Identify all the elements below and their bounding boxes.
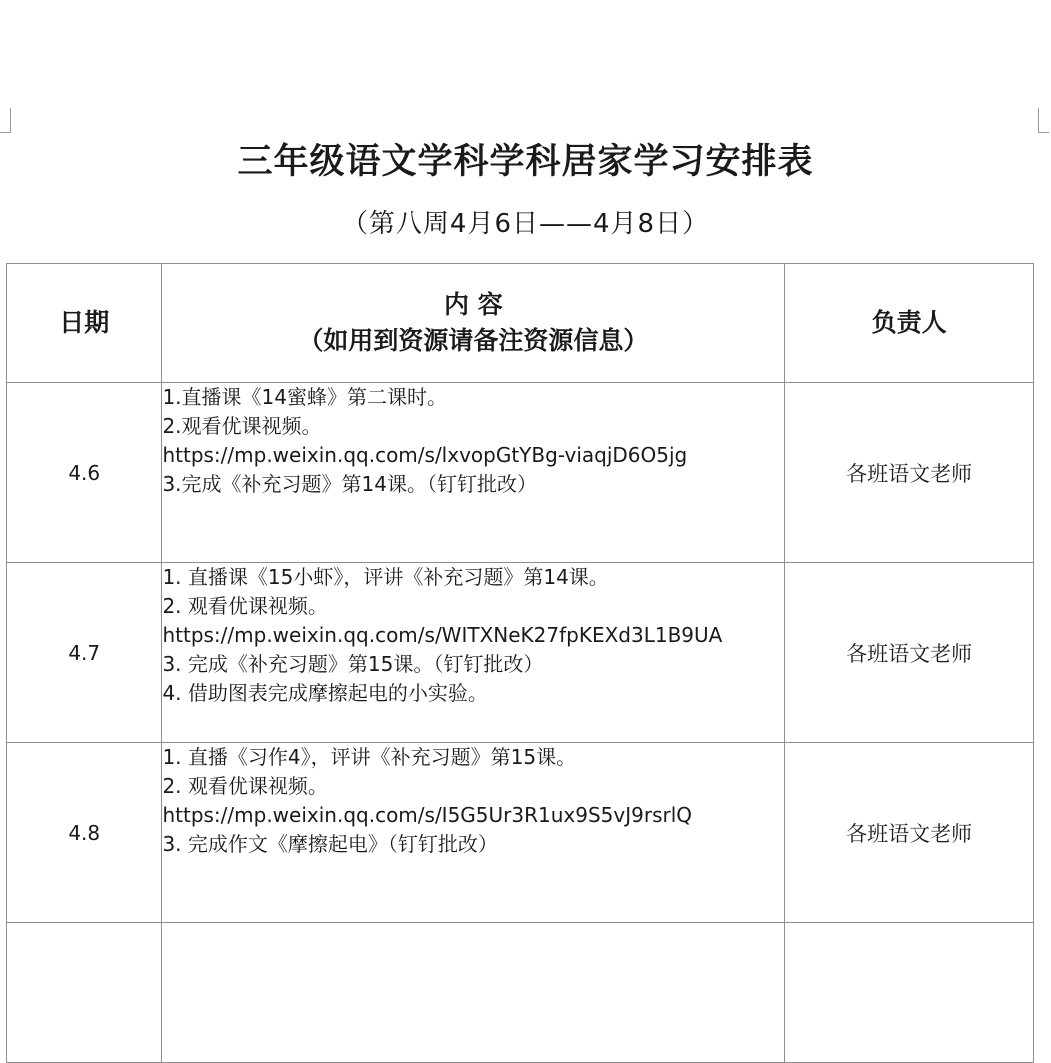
header-content <box>162 264 785 383</box>
row-date: 4.8 <box>7 743 162 923</box>
page-corner-mark-right <box>1038 108 1049 133</box>
content-line: 2. 观看优课视频。 <box>162 774 328 798</box>
content-line: 2. 观看优课视频。 <box>162 594 328 618</box>
page-subtitle: （第八周4月6日——4月8日） <box>341 209 710 239</box>
content-line: 1. 直播课《15小虾》，评讲《补充习题》第14课。 <box>162 565 609 589</box>
table-row <box>7 743 1034 923</box>
content-line: 4. 借助图表完成摩擦起电的小实验。 <box>162 681 488 705</box>
resource-link[interactable]: https://mp.weixin.qq.com/s/lxvopGtYBg-viaqjD6O5jg <box>162 443 688 467</box>
row-owner: 各班语文老师 <box>785 563 1034 743</box>
page-corner-mark-left <box>0 108 11 133</box>
empty-cell <box>785 923 1034 1063</box>
schedule-table <box>6 263 1034 1063</box>
row-date: 4.7 <box>7 563 162 743</box>
row-owner: 各班语文老师 <box>785 743 1034 923</box>
row-content <box>162 563 785 743</box>
header-date: 日期 <box>7 264 162 383</box>
header-owner: 负责人 <box>785 264 1034 383</box>
table-row <box>7 563 1034 743</box>
row-content <box>162 743 785 923</box>
content-line: 3.完成《补充习题》第14课。（钉钉批改） <box>162 472 537 496</box>
resource-link[interactable]: https://mp.weixin.qq.com/s/WITXNeK27fpKEXd3L1B9UA <box>162 623 723 647</box>
table-row <box>7 383 1034 563</box>
empty-cell <box>7 923 162 1063</box>
empty-cell <box>162 923 785 1063</box>
content-line: 1. 直播《习作4》，评讲《补充习题》第15课。 <box>162 745 577 769</box>
header-content-title: 内 容 <box>444 290 503 319</box>
content-line: 3. 完成作文《摩擦起电》（钉钉批改） <box>162 832 498 856</box>
content-line: 1.直播课《14蜜蜂》第二课时。 <box>162 385 447 409</box>
content-line: 3. 完成《补充习题》第15课。（钉钉批改） <box>162 652 544 676</box>
row-content <box>162 383 785 563</box>
header-content-note: （如用到资源请备注资源信息） <box>298 326 649 355</box>
page-title: 三年级语文学科学科居家学习安排表 <box>237 142 814 182</box>
row-owner: 各班语文老师 <box>785 383 1034 563</box>
row-date: 4.6 <box>7 383 162 563</box>
table-header-row <box>7 264 1034 383</box>
table-row-empty <box>7 923 1034 1063</box>
content-line: 2.观看优课视频。 <box>162 414 322 438</box>
resource-link[interactable]: https://mp.weixin.qq.com/s/I5G5Ur3R1ux9S5vJ9rsrlQ <box>162 803 693 827</box>
